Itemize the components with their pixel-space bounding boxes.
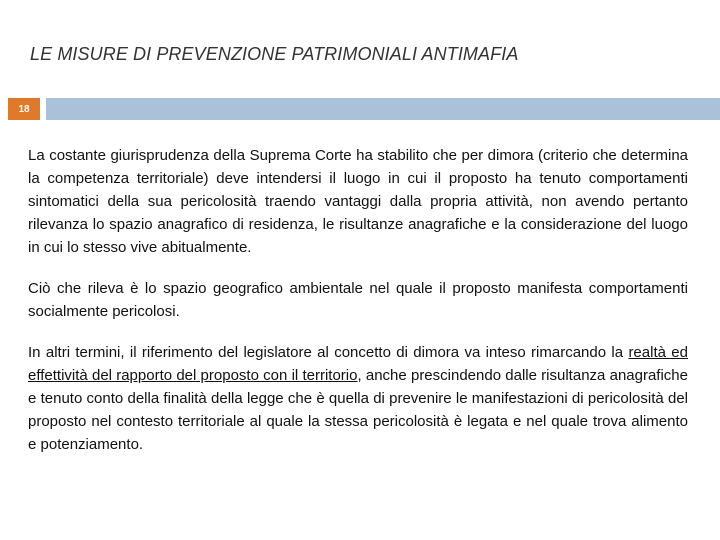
- paragraph-2: Ciò che rileva è lo spazio geografico ambientale nel quale il proposto manifesta comportamenti socialmente pericolosi.: [28, 280, 688, 320]
- slide-content: [28, 144, 688, 474]
- paragraph-3: [28, 341, 688, 456]
- paragraph-3-after: , anche prescindendo dalle risultanza anagrafiche e tenuto conto della finalità della legge che è quella di prevenire le manifestazioni di pericolosità del proposto nel contesto territoriale al quale la stessa pericolosità è legata e nel quale trova alimento e potenziamento.: [28, 367, 688, 453]
- paragraph-3-before: In altri termini, il riferimento del legislatore al concetto di dimora va inteso rimarcando la: [28, 344, 629, 361]
- paragraph-3-underlined: realtà ed effettività del rapporto del proposto con il territorio: [28, 344, 688, 384]
- header-bar: [46, 98, 720, 120]
- slide-number: 18: [8, 98, 40, 120]
- slide-title: LE MISURE DI PREVENZIONE PATRIMONIALI ANTIMAFIA: [30, 44, 519, 64]
- paragraph-1: La costante giurisprudenza della Suprema Corte ha stabilito che per dimora (criterio che determina la competenza territoriale) deve intendersi il luogo in cui il proposto ha tenuto comportamenti sintomatici della sua pericolosità traendo vantaggi dalla propria attività, non avendo pertanto rilevanza lo spazio anagrafico di residenza, le risultanze anagrafiche e la considerazione del luogo in cui lo stesso vive abitualmente.: [28, 147, 688, 256]
